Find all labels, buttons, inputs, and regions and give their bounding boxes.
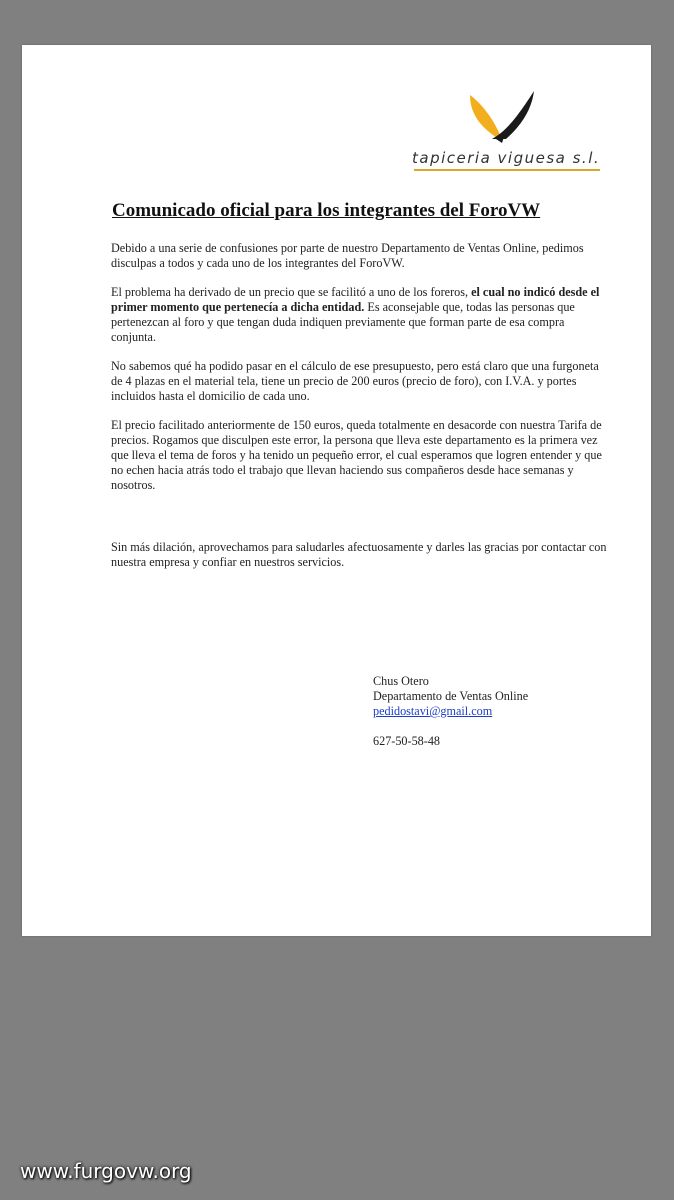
paragraph-error: El precio facilitado anteriormente de 150 euros, queda totalmente en desacorde con nuestra Tarifa de precios. Rogamos que disculpen este error, la persona que lleva este departamento es la primera vez que lleva el tema de foros y ha tenido un pequeño error, el cual esperamos que logren entender y que no echen hacia atrás todo el trabajo que llevan haciendo sus compañeros desde hace semanas y nosotros. [111,418,602,492]
logo-underline [414,169,600,171]
signature-email-link[interactable]: pedidostavi@gmail.com [373,704,493,718]
paragraph-closing: Sin más dilación, aprovechamos para saludarles afectuosamente y darles las gracias por contactar con nuestra empresa y confiar en nuestros servicios. [111,540,607,569]
paragraph-price: No sabemos qué ha podido pasar en el cálculo de ese presupuesto, pero está claro que una furgoneta de 4 plazas en el material tela, tiene un precio de 200 euros (precio de foro), con I.V.A. y portes incluidos hasta el domicilio de cada uno. [111,359,599,403]
signature-department: Departamento de Ventas Online [373,689,529,703]
signature-name: Chus Otero [373,674,429,688]
paragraph-problem-text-b: Es aconsejable que, todas las personas que pertenezcan al foro y que tengan duda indiquen previamente que forman parte de esa compra conjunta. [111,300,575,344]
paragraph-problem-bold: el cual no indicó desde el primer momento que pertenecía a dicha entidad. [111,285,600,314]
site-watermark: www.furgovw.org [20,1159,192,1183]
signature-block [373,674,528,749]
company-logo [412,89,612,175]
document-body [111,241,607,584]
company-name: tapiceria viguesa s.l. [412,149,601,167]
wings-logo-icon [462,89,542,149]
document-title: Comunicado oficial para los integrantes del ForoVW [112,200,541,221]
signature-phone: 627-50-58-48 [373,734,441,748]
paragraph-problem [111,285,607,345]
paragraph-problem-text-a: El problema ha derivado de un precio que se facilitó a uno de los foreros, [111,285,472,299]
paragraph-apology: Debido a una serie de confusiones por parte de nuestro Departamento de Ventas Online, pedimos disculpas a todos y cada uno de los integrantes del ForoVW. [111,241,584,270]
document-page [22,45,651,936]
